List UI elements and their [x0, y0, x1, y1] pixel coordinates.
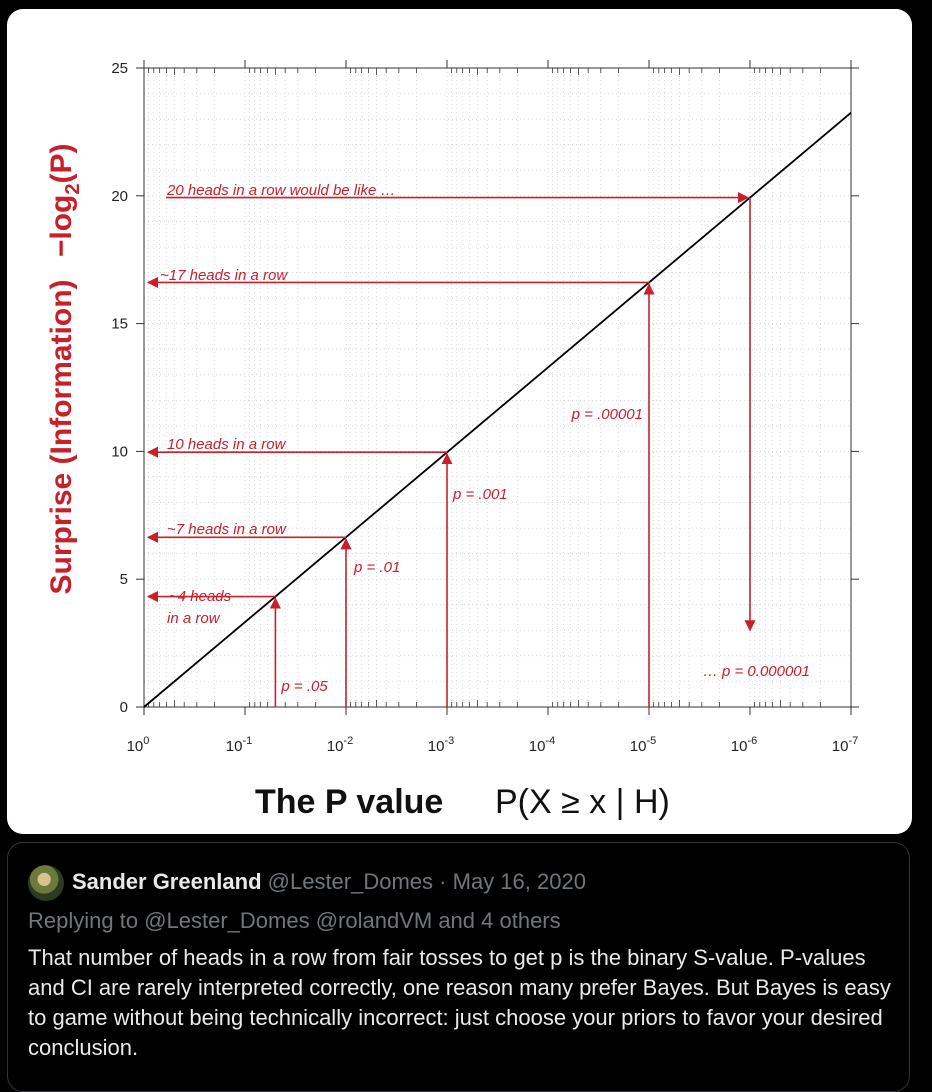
- s-label: in a row: [167, 610, 220, 627]
- author-handle[interactable]: @Lester_Domes: [267, 869, 434, 894]
- reply-prefix: Replying to: [28, 908, 139, 933]
- s-label: ~17 heads in a row: [160, 267, 288, 284]
- tweet-image[interactable]: [7, 9, 912, 834]
- quoted-tweet[interactable]: [7, 842, 910, 1092]
- x-tick-label: $10^{-3}$: [427, 735, 455, 755]
- reply-to-users[interactable]: @Lester_Domes @rolandVM and 4 others: [144, 908, 561, 933]
- s-label: 20 heads in a row would be like …: [167, 182, 396, 199]
- author-name[interactable]: Sander Greenland: [72, 869, 262, 894]
- avatar[interactable]: [28, 865, 64, 901]
- y-axis-label: Surprise (Information): [45, 279, 78, 595]
- y-axis-title: Surprise (Information) $-\log_2(P)$: [45, 143, 84, 595]
- y-tick-label: 25: [111, 60, 128, 77]
- y-tick-label: 5: [119, 571, 128, 589]
- x-axis-math: P(X ≥ x | H): [495, 783, 670, 821]
- x-tick-label: $10^{-6}$: [730, 735, 758, 755]
- reply-context: [28, 906, 561, 936]
- s-label: 10 heads in a row: [167, 436, 286, 453]
- x-tick-label: $10^0$: [126, 735, 150, 755]
- y-axis-math: −log: [45, 194, 78, 258]
- surprise-line: [144, 113, 851, 707]
- tweet-text: That number of heads in a row from fair tosses to get p is the binary S-value. P-values and CI are rarely interpreted correctly, one reason many prefer Bayes. But Bayes is easy to game without being technically incorrect: just choose your priors to favor your desired conclusion.: [28, 945, 891, 1060]
- p-label: p = .00001: [571, 406, 643, 423]
- x-tick-label: $10^{-2}$: [326, 735, 354, 755]
- y-tick-label: 0: [119, 699, 128, 716]
- s-label: ~7 heads in a row: [167, 521, 286, 538]
- p-label: p = .001: [453, 486, 508, 503]
- tweet-header: [72, 867, 586, 897]
- x-tick-label: $10^{-5}$: [629, 735, 657, 755]
- p-label: p = .01: [354, 559, 401, 576]
- surprise-vs-pvalue-chart: [7, 9, 912, 834]
- x-axis-title: The P value: [255, 783, 444, 821]
- y-tick-label: 15: [111, 315, 128, 333]
- y-tick-label: 20: [111, 187, 128, 205]
- tweet-date[interactable]: May 16, 2020: [452, 869, 586, 894]
- x-tick-label: $10^{-1}$: [225, 735, 253, 755]
- p-label: … p = 0.000001: [702, 663, 810, 680]
- s-label: ~4 heads: [169, 588, 232, 605]
- x-tick-label: $10^{-7}$: [831, 735, 859, 755]
- p-label: p = .05: [281, 678, 328, 695]
- x-tick-label: $10^{-4}$: [528, 735, 556, 755]
- separator-dot: ·: [439, 869, 447, 894]
- y-tick-label: 10: [111, 443, 128, 461]
- plot-frame: [144, 68, 851, 707]
